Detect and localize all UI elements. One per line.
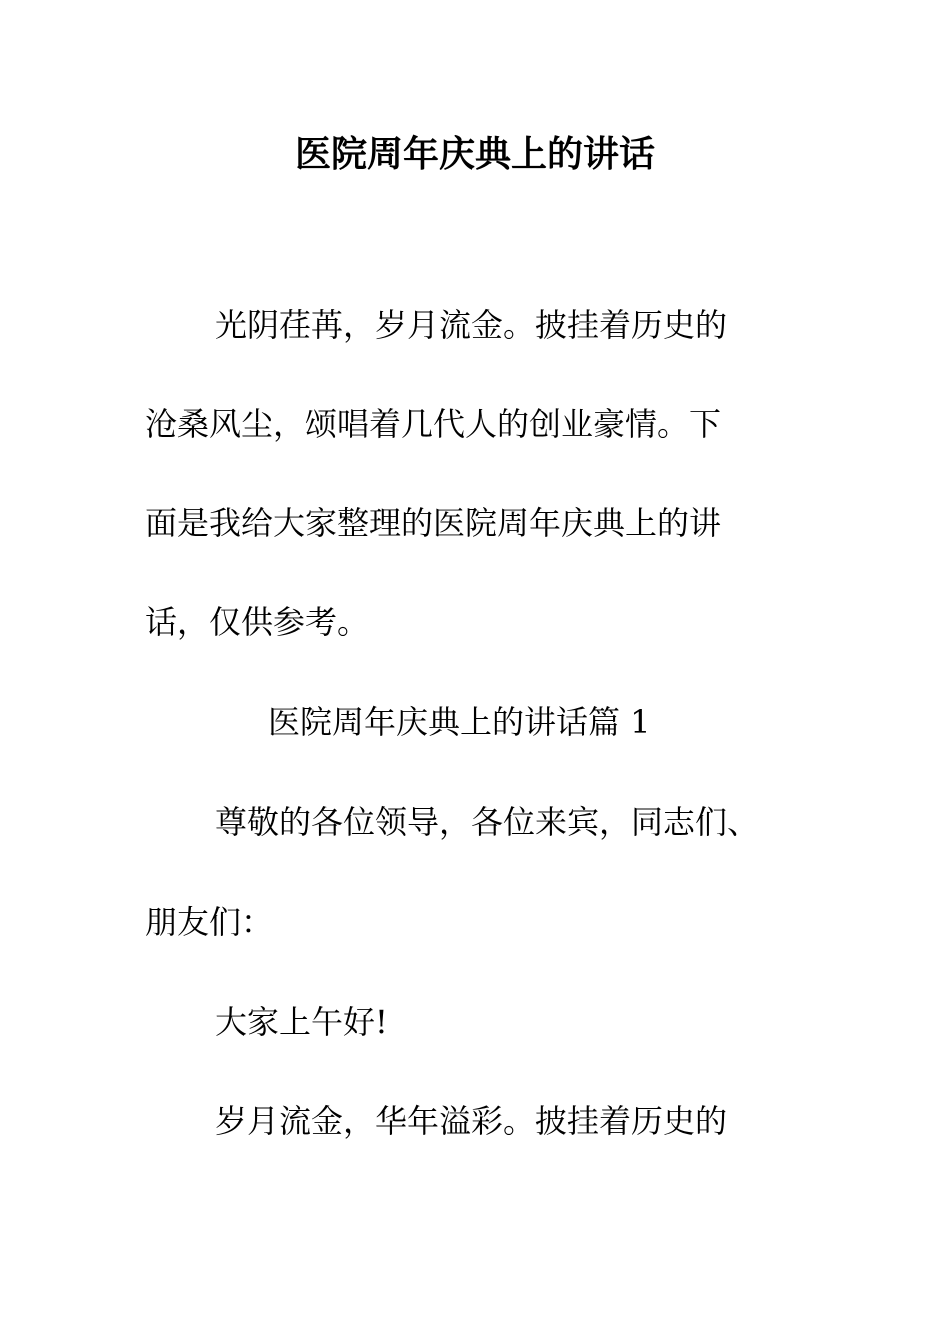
section-heading: 医院周年庆典上的讲话篇 1 [268, 703, 651, 741]
document-title: 医院周年庆典上的讲话 [294, 133, 655, 175]
paragraph-line: 岁月流金，华年溢彩。披挂着历史的 [215, 1102, 728, 1140]
paragraph-line: 尊敬的各位领导，各位来宾，同志们、 [215, 803, 760, 841]
paragraph-line: 面是我给大家整理的医院周年庆典上的讲 [145, 504, 722, 542]
paragraph-line: 话，仅供参考。 [145, 603, 370, 641]
paragraph-line: 光阴荏苒，岁月流金。披挂着历史的 [215, 306, 728, 344]
paragraph-line: 大家上午好! [215, 1003, 388, 1041]
paragraph-line: 朋友们： [145, 903, 274, 941]
paragraph-line: 沧桑风尘，颂唱着几代人的创业豪情。下 [145, 405, 722, 443]
